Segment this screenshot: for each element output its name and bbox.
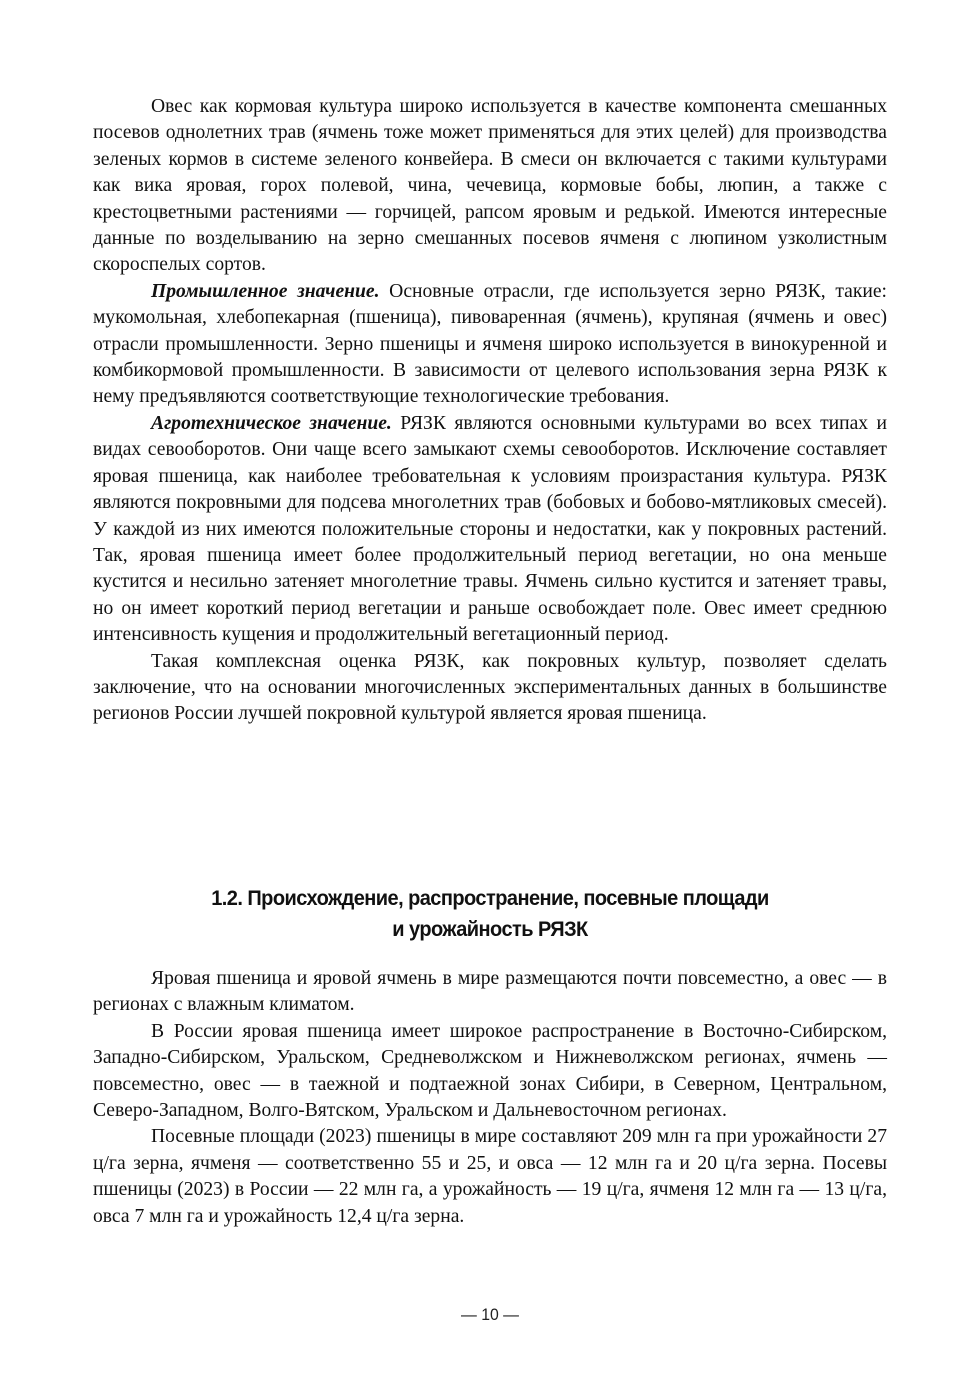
paragraph-lead: Агротехническое значение. [151, 412, 392, 434]
section-origin [93, 966, 887, 1230]
section-heading-line-1: 1.2. Происхождение, распространение, посевные площади [211, 886, 769, 910]
section-heading [121, 883, 859, 945]
paragraph-lead: Промышленное значение. [151, 280, 380, 302]
paragraph-text: Посевные площади (2023) пшеницы в мире составляют 209 млн га при урожайности 27 ц/га зерна, ячменя — соответственно 55 и 25, и овса — 12 млн га и 20 ц/га зерна. Посевы пшеницы (2023) в России — 22 млн га, а урожайность — 19 ц/га, ячменя 12 млн га — 13 ц/га, овса 7 млн га и урожайность 12,4 ц/га зерна. [93, 1126, 887, 1227]
paragraph-agrotechnical-value [93, 411, 887, 649]
page-number: — 10 — [460, 1305, 519, 1324]
paragraph-text: Яровая пшеница и яровой ячмень в мире размещаются почти повсеместно, а овес — в регионах с влажным климатом. [93, 968, 887, 1016]
paragraph-text: Овес как кормовая культура широко используется в качестве компонента смешанных посевов однолетних трав (ячмень тоже может применяться для этих целей) для производства зеленых кормов в системе зеленого конвейера. В смеси он включается с такими культурами как вика яровая, горох полевой, чина, чечевица, кормовые бобы, люпин, а также с крестоцветными растениями — горчицей, рапсом яровым и редькой. Имеются интересные данные по возделыванию на зерно смешанных посевов ячменя с люпином узколистным скороспелых сортов. [93, 96, 887, 276]
paragraph-industrial-value [93, 279, 887, 411]
paragraph-world-distribution [93, 966, 887, 1019]
paragraph-text: РЯЗК являются основными культурами во всех типах и видах севооборотов. Они чаще всего замыкают схемы севооборотов. Исключение составляет яровая пшеница, как наиболее требовательная к условиям произрастания культура. РЯЗК являются покровными для подсева многолетних трав (бобовых и бобово-мятликовых смесей). У каждой из них имеются положительные стороны и недостатки, как у покровных растений. Так, яровая пшеница имеет более продолжительный период вегетации, но она меньше кустится и несильно затеняет многолетние травы. Ячмень сильно кустится и затеняет травы, но он имеет короткий период вегетации и раньше освобождает поле. Овес имеет среднюю интенсивность кущения и продолжительный вегетационный период. [93, 412, 888, 646]
paragraph-text: Основные отрасли, где используется зерно РЯЗК, такие: мукомольная, хлебопекарная (пшеница), пивоваренная (ячмень), крупяная (ячмень и овес) отрасли промышленности. Зерно пшеницы и ячменя широко используется в винокуренной и комбикормовой промышленности. В зависимости от целевого использования зерна РЯЗК к нему предъявляются соответствующие технологические требования. [93, 280, 887, 408]
paragraph-conclusion [93, 649, 887, 728]
section-heading-line-2: и урожайность РЯЗК [392, 917, 588, 941]
paragraph-russia-distribution [93, 1019, 887, 1125]
paragraph-oats-fodder [93, 94, 887, 279]
section-intro [93, 94, 887, 728]
paragraph-sown-areas [93, 1124, 887, 1230]
paragraph-text: В России яровая пшеница имеет широкое распространение в Восточно-Сибирском, Западно-Сибирском, Уральском, Средневолжском и Нижневолжском регионах, ячмень — повсеместно, овес — в таежной и подтаежной зонах Сибири, в Северном, Центральном, Северо-Западном, Волго-Вятском, Уральском и Дальневосточном регионах. [93, 1020, 887, 1122]
paragraph-text: Такая комплексная оценка РЯЗК, как покровных культур, позволяет сделать заключение, что на основании многочисленных экспериментальных данных в большинстве регионов России лучшей покровной культурой является яровая пшеница. [93, 650, 887, 725]
